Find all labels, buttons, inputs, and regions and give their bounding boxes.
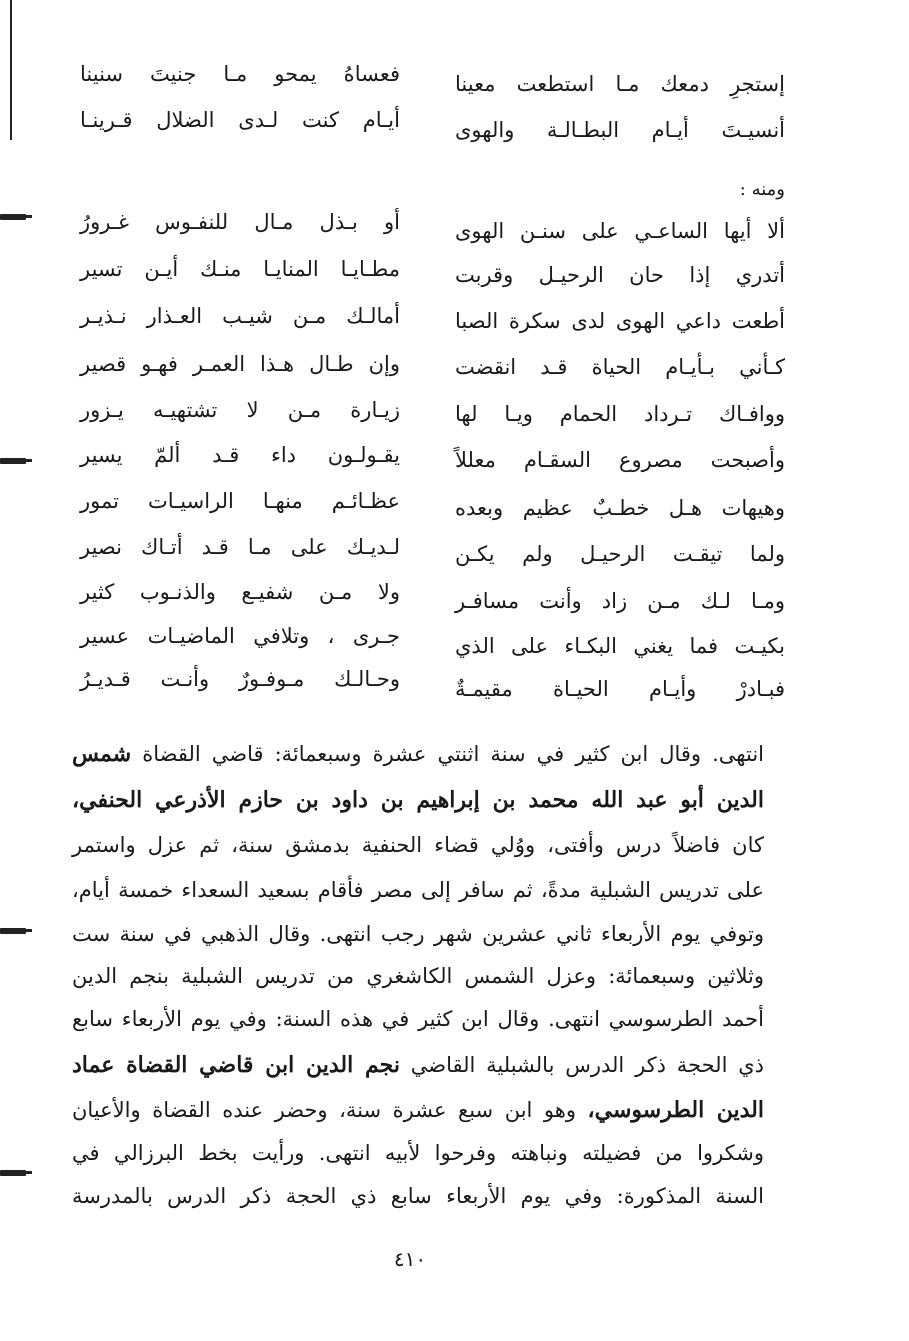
margin-tab-mark bbox=[0, 214, 26, 220]
poem2-right-hemistich: ألا أيها الساعـي على سنـن الهوى bbox=[455, 219, 785, 243]
poem2-left-hemistich: وإن طـال هـذا العمـر فهـو قصير bbox=[80, 352, 400, 376]
margin-tab-mark bbox=[0, 458, 26, 464]
prose-bold-name: الدين الطرسوسي، bbox=[587, 1097, 764, 1123]
prose-text: ذي الحجة ذكر الدرس بالشبلية القاضي bbox=[399, 1053, 765, 1077]
poem2-left-hemistich: أمالـك مـن شيـب العـذار نـذيـر bbox=[80, 304, 400, 328]
poem2-right-hemistich: كـأني بـأيـام الحياة قـد انقضت bbox=[455, 355, 785, 379]
poem2-right-hemistich: ومـا لـك مـن زاد وأنت مسافـر bbox=[455, 589, 785, 613]
poem2-right-hemistich: ووافـاك تـرداد الحمام ويـا لها bbox=[455, 402, 785, 426]
poem2-left-hemistich: وحـالـك مـوفـورٌ وأنـت قـديـرُ bbox=[80, 667, 400, 691]
poem2-right-hemistich: ولما تيقـت الرحيـل ولم يكـن bbox=[455, 542, 785, 566]
poem2-right-hemistich: أتدري إذا حان الرحيـل وقربت bbox=[455, 263, 785, 287]
poem1-left-hemistich: أيـام كنت لـدى الضلال قـرينـا bbox=[80, 108, 400, 132]
prose-line: وتوفي يوم الأربعاء ثاني عشرين شهر رجب انتهى. وقال الذهبي في سنة ست bbox=[72, 922, 764, 946]
poem2-right-hemistich: وأصبحت مصروع السقـام معللاً bbox=[455, 448, 785, 472]
poem2-right-hemistich: فبـادرْ وأيـام الحيـاة مقيمـةٌ bbox=[455, 677, 785, 701]
poem2-left-hemistich: ولا مـن شفيـع والذنـوب كثير bbox=[80, 580, 400, 604]
page-number: ٤١٠ bbox=[393, 1247, 427, 1271]
prose-line bbox=[72, 1051, 764, 1079]
poem1-right-hemistich: أنسيـتَ أيـام البطـالـة والهوى bbox=[455, 118, 785, 142]
prose-line: على تدريس الشبلية مدةً، ثم سافر إلى مصر فأقام بسعيد السعداء خمسة أيام، bbox=[72, 878, 764, 902]
margin-tab-mark bbox=[0, 928, 26, 934]
page-edge-rule bbox=[10, 0, 12, 140]
prose-line: كان فاضلاً درس وأفتى، ووُلي قضاء الحنفية بدمشق سنة، ثم عزل واستمر bbox=[72, 833, 764, 857]
poem2-left-hemistich: يقـولـون داء قـد ألمّ يسير bbox=[80, 443, 400, 467]
prose-line bbox=[72, 1096, 764, 1124]
poem2-left-hemistich: لـديـك على مـا قـد أتـاك نصير bbox=[80, 535, 400, 559]
prose-bold-name: شمس bbox=[72, 741, 132, 767]
section-label: ومنه : bbox=[739, 179, 785, 200]
prose-bold-name: نجم الدين ابن قاضي القضاة عماد bbox=[72, 1052, 400, 1078]
poem2-left-hemistich: عظـائـم منهـا الراسيـات تمور bbox=[80, 489, 400, 513]
prose-line: أحمد الطرسوسي انتهى. وقال ابن كثير في هذه السنة: وفي يوم الأربعاء سابع bbox=[72, 1007, 764, 1031]
poem2-right-hemistich: بكيـت فما يغني البكـاء على الذي bbox=[455, 634, 785, 658]
margin-tab-mark bbox=[0, 1170, 26, 1176]
poem2-left-hemistich: مطـايـا المنايـا منـك أيـن تسير bbox=[80, 257, 400, 281]
prose-text: انتهى. وقال ابن كثير في سنة اثنتي عشرة وسبعمائة: قاضي القضاة bbox=[131, 742, 764, 766]
poem2-right-hemistich: وهيهات هـل خطـبٌ عظيم وبعده bbox=[455, 496, 785, 520]
poem1-left-hemistich: فعساهُ يمحو مـا جنيتَ سنينا bbox=[80, 62, 400, 86]
poem2-left-hemistich: زيـارة مـن لا تشتهيـه يـزور bbox=[80, 398, 400, 422]
prose-line bbox=[72, 740, 764, 768]
prose-line: وشكروا من فضيلته ونباهته وفرحوا لأبيه انتهى. ورأيت بخط البرزالي في bbox=[72, 1141, 764, 1165]
prose-text: وهو ابن سبع عشرة سنة، وحضر عنده القضاة والأعيان bbox=[72, 1098, 588, 1122]
poem2-right-hemistich: أطعت داعي الهوى لدى سكرة الصبا bbox=[455, 309, 785, 333]
poem2-left-hemistich: أو بـذل مـال للنفـوس غـرورُ bbox=[80, 210, 400, 234]
poem2-left-hemistich: جـرى ، وتلافي الماضيـات عسير bbox=[80, 624, 400, 648]
prose-line bbox=[72, 786, 764, 814]
prose-line: وثلاثين وسبعمائة: وعزل الشمس الكاشغري من تدريس الشبلية بنجم الدين bbox=[72, 964, 764, 988]
poem1-right-hemistich: إستجرِ دمعك مـا استطعت معينا bbox=[455, 72, 785, 96]
prose-bold-name: الدين أبو عبد الله محمد بن إبراهيم بن داود بن حازم الأذرعي الحنفي، bbox=[72, 787, 764, 813]
prose-line: السنة المذكورة: وفي يوم الأربعاء سابع ذي الحجة ذكر الدرس بالمدرسة bbox=[72, 1184, 764, 1208]
